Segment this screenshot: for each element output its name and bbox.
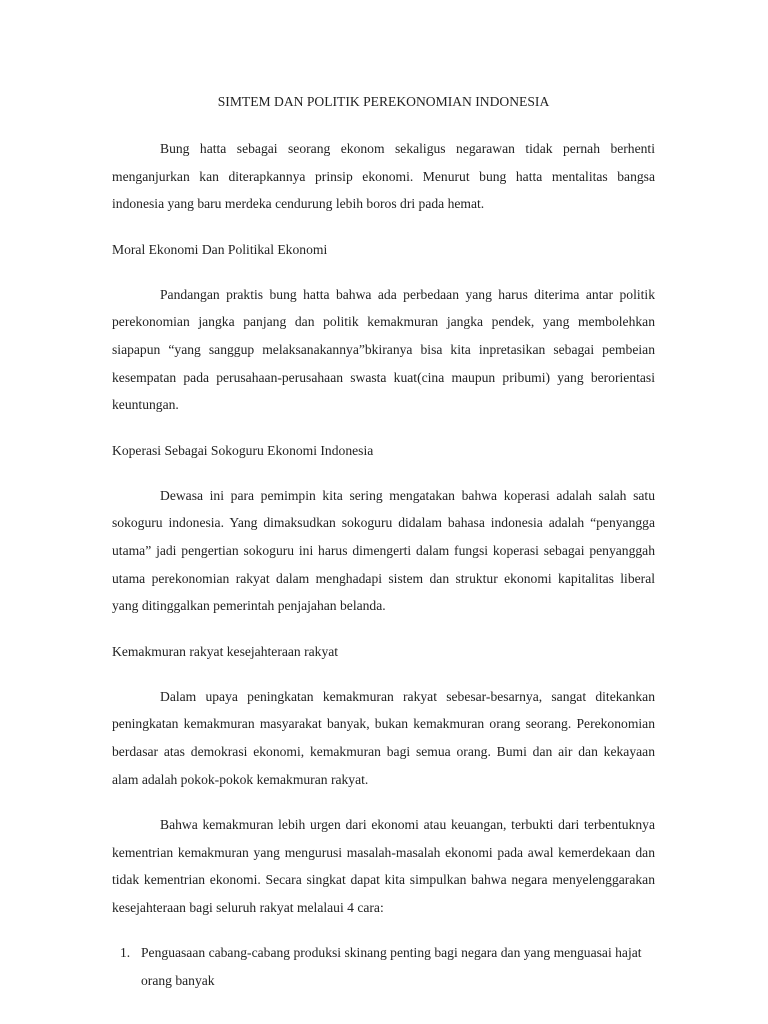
document-title: SIMTEM DAN POLITIK PEREKONOMIAN INDONESIA <box>217 94 550 109</box>
list-item-number: 1. <box>120 945 131 961</box>
section-paragraph: Pandangan praktis bung hatta bahwa ada perbedaan yang harus diterima antar politik perekonomian jangka panjang dan politik kemakmuran jangka pendek, yang membolehkan siapapun “yang sanggup melaksanakannya”bkiranya bisa kita inpretasikan sebagai pembeian kesempatan pada perusahaan-perusahaan swasta kuat(cina maupun pribumi) yang berorientasi keuntungan. <box>112 286 655 413</box>
section-heading-moral-ekonomi: Moral Ekonomi Dan Politikal Ekonomi <box>112 241 328 257</box>
list-item <box>112 939 655 994</box>
section-paragraph: Dalam upaya peningkatan kemakmuran rakyat sebesar-besarnya, sangat ditekankan peningkatan kemakmuran masyarakat banyak, bukan kemakmuran orang seorang. Perekonomian berdasar atas demokrasi ekonomi, kemakmuran bagi semua orang. Bumi dan air dan kekayaan alam adalah pokok-pokok kemakmuran rakyat. <box>112 688 655 787</box>
numbered-list <box>112 939 655 994</box>
section-heading-kemakmuran: Kemakmuran rakyat kesejahteraan rakyat <box>112 643 339 659</box>
section-paragraph: Bahwa kemakmuran lebih urgen dari ekonomi atau keuangan, terbukti dari terbentuknya kementrian kemakmuran yang mengurusi masalah-masalah ekonomi pada awal kemerdekaan dan tidak kementrian ekonomi. Secara singkat dapat kita simpulkan bahwa negara menyelenggarakan kesejahteraan bagi seluruh rakyat melalaui 4 cara: <box>112 817 655 915</box>
section-heading-koperasi: Koperasi Sebagai Sokoguru Ekonomi Indonesia <box>112 442 374 458</box>
list-item-text: Penguasaan cabang-cabang produksi skinang penting bagi negara dan yang menguasai hajat orang banyak <box>141 945 642 989</box>
section-paragraph: Dewasa ini para pemimpin kita sering mengatakan bahwa koperasi adalah salah satu sokoguru indonesia. Yang dimaksudkan sokoguru didalam bahasa indonesia adalah “penyangga utama” jadi pengertian sokoguru ini harus dimengerti dalam fungsi koperasi sebagai penyanggah utama perekonomian rakyat dalam menghadapi sistem dan struktur ekonomi kapitalitas liberal yang ditinggalkan pemerintah penjajahan belanda. <box>112 487 655 614</box>
intro-paragraph: Bung hatta sebagai seorang ekonom sekaligus negarawan tidak pernah berhenti menganjurkan kan diterapkannya prinsip ekonomi. Menurut bung hatta mentalitas bangsa indonesia yang baru merdeka cendurung lebih boros dri pada hemat. <box>112 141 655 212</box>
